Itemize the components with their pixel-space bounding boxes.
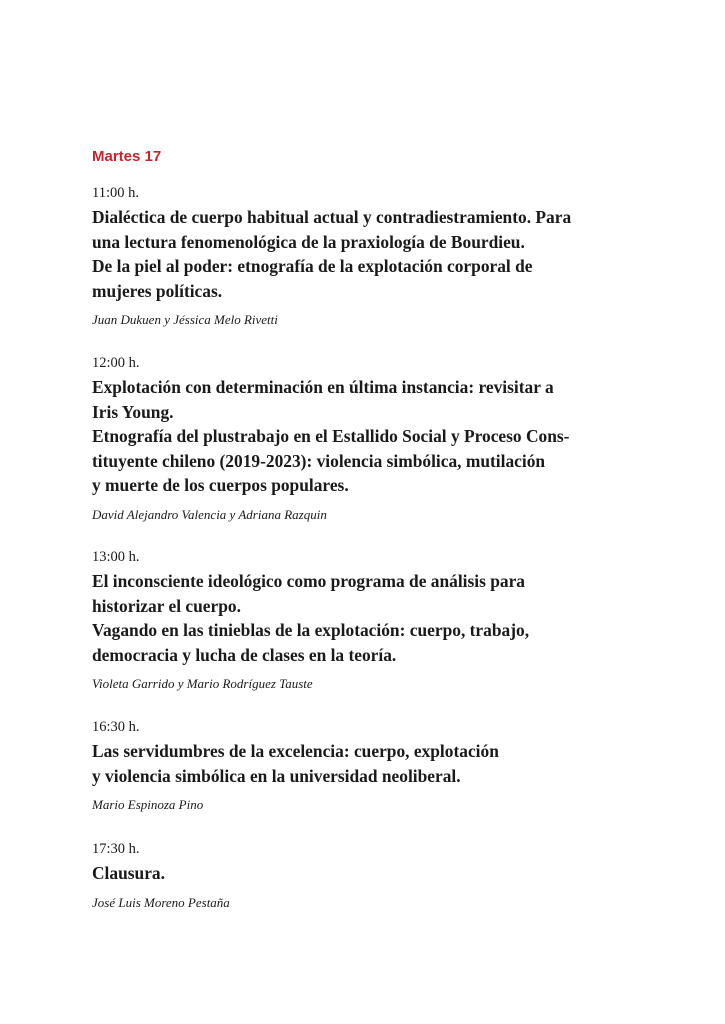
- session-speakers: Juan Dukuen y Jéssica Melo Rivetti: [92, 312, 278, 327]
- session-time: 12:00 h.: [92, 355, 140, 371]
- session-speakers: David Alejandro Valencia y Adriana Razquin: [92, 506, 327, 522]
- session-speakers: Mario Espinoza Pino: [92, 797, 204, 812]
- session-title: Explotación con determinación en última instancia: revisitar a Iris Young.: [92, 377, 554, 422]
- session-time: 11:00 h.: [92, 185, 139, 201]
- session-titles: [92, 205, 571, 303]
- session-title: De la piel al poder: etnografía de la explotación corporal de mujeres políticas.: [92, 256, 533, 301]
- session-titles: [92, 375, 569, 498]
- day-heading: Martes 17: [92, 148, 162, 165]
- session-titles: [92, 739, 499, 788]
- program-page: [92, 140, 652, 910]
- session-titles: [92, 569, 529, 667]
- session-1100: [92, 184, 571, 328]
- session-title: Etnografía del plustrabajo en el Estallido Social y Proceso Cons- tituyente chileno (2019-2023): violencia simbólica, mutilación y muerte de los cuerpos populares.: [92, 426, 570, 495]
- session-title: El inconsciente ideológico como programa de análisis para historizar el cuerpo.: [92, 571, 525, 616]
- session-title: Las servidumbres de la excelencia: cuerpo, explotación y violencia simbólica en la universidad neoliberal.: [92, 741, 499, 786]
- session-title: Clausura.: [92, 863, 165, 883]
- session-1300: [92, 548, 529, 692]
- session-title: Vagando en las tinieblas de la explotación: cuerpo, trabajo, democracia y lucha de clases en la teoría.: [92, 620, 530, 665]
- session-time: 13:00 h.: [92, 549, 140, 565]
- session-1200: [92, 354, 569, 523]
- session-speakers: Violeta Garrido y Mario Rodríguez Tauste: [92, 676, 313, 691]
- session-1730: [92, 840, 230, 911]
- session-titles: [92, 861, 230, 886]
- session-1630: [92, 718, 499, 813]
- session-title: Dialéctica de cuerpo habitual actual y contradiestramiento. Para una lectura fenomenológica de la praxiología de Bourdieu.: [92, 207, 572, 252]
- session-speakers: José Luis Moreno Pestaña: [92, 894, 230, 910]
- session-time: 16:30 h.: [92, 719, 140, 735]
- session-time: 17:30 h.: [92, 841, 140, 857]
